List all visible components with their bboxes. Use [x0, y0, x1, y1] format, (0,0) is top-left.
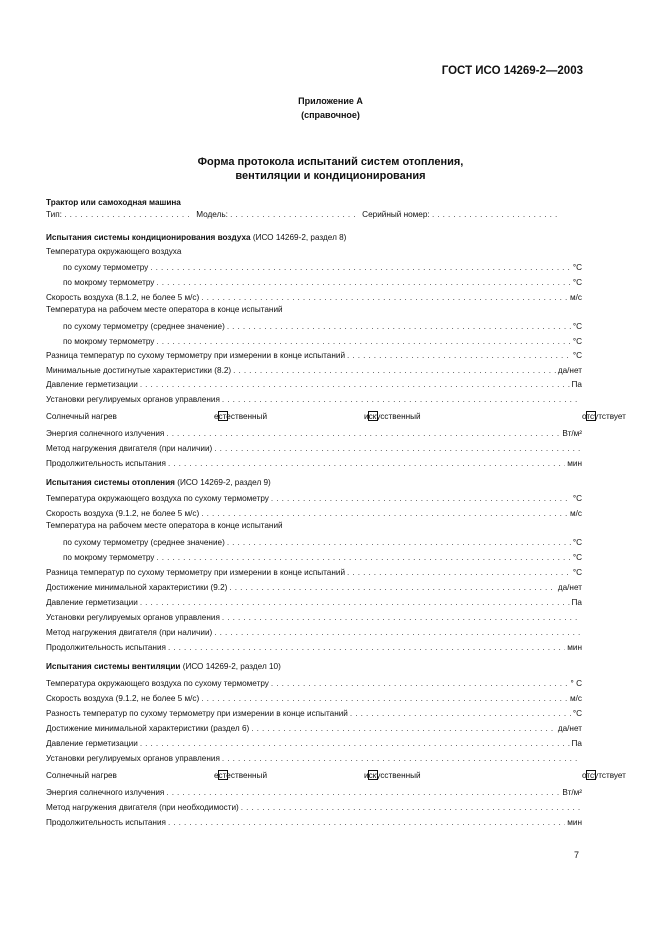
ac-absent-checkbox[interactable]: [586, 411, 596, 421]
ac-ambient-temp-label: Температура окружающего воздуха: [46, 247, 182, 256]
ac-min-reached-row[interactable]: Минимальные достигнутые характеристики (8.2) . . . да/нет: [46, 362, 582, 375]
heating-ambient-row[interactable]: Температура окружающего воздуха по сухому термометру . . . °C: [46, 490, 582, 503]
ac-operator-temp-label: Температура на рабочем месте оператора в конце испытаний: [46, 305, 283, 314]
type-label: Тип:: [46, 210, 62, 219]
heating-min-reached-row[interactable]: Достижение минимальной характеристики (9.2) . . . да/нет: [46, 579, 582, 592]
vent-solar-energy-row[interactable]: Энергия солнечного излучения . . . Вт/м²: [46, 784, 582, 797]
document-code: ГОСТ ИСО 14269-2—2003: [441, 65, 583, 77]
heating-controls-row[interactable]: Установки регулируемых органов управления . . .: [46, 609, 582, 622]
type-field[interactable]: . . . . . . . . . . . . . . . . . . . . . . . .: [64, 210, 190, 219]
vent-air-speed-row[interactable]: Скорость воздуха (9.1.2, не более 5 м/с) . . . м/с: [46, 690, 582, 703]
vent-pressurization-row[interactable]: Давление герметизации . . . Па: [46, 735, 582, 748]
vent-solar-row: Солнечный нагрев естественный искусственный отсутствует: [46, 771, 626, 780]
form-title: [0, 155, 661, 183]
ac-solar-row: Солнечный нагрев естественный искусственный отсутствует: [46, 412, 626, 421]
ac-temp-diff-row[interactable]: Разница температур по сухому термометру при измерении в конце испытаний . . . °C: [46, 347, 582, 360]
vent-section-heading: Испытания системы вентиляции (ИСО 14269-2, раздел 10): [46, 662, 281, 671]
vent-min-reached-row[interactable]: Достижение минимальной характеристики (раздел 6) . . . да/нет: [46, 720, 582, 733]
ac-operator-dry-row[interactable]: по сухому термометру (среднее значение) . . . °C: [63, 318, 582, 331]
ac-artificial-checkbox[interactable]: [368, 411, 378, 421]
page-number: 7: [573, 850, 579, 860]
ac-engine-load-row[interactable]: Метод нагружения двигателя (при наличии) . . .: [46, 440, 582, 453]
vent-controls-row[interactable]: Установки регулируемых органов управления . . .: [46, 750, 582, 763]
heating-section-heading: Испытания системы отопления (ИСО 14269-2, раздел 9): [46, 478, 271, 487]
heating-operator-dry-row[interactable]: по сухому термометру (среднее значение) . . . °C: [63, 534, 582, 547]
ac-solar-energy-row[interactable]: Энергия солнечного излучения . . . Вт/м²: [46, 425, 582, 438]
ac-pressurization-row[interactable]: Давление герметизации . . . Па: [46, 376, 582, 389]
heating-engine-load-row[interactable]: Метод нагружения двигателя (при наличии) . . .: [46, 624, 582, 637]
heating-operator-temp-label: Температура на рабочем месте оператора в конце испытаний: [46, 521, 283, 530]
model-field[interactable]: . . . . . . . . . . . . . . . . . . . . . . . .: [230, 210, 356, 219]
heating-duration-row[interactable]: Продолжительность испытания . . . мин: [46, 639, 582, 652]
vent-ambient-row[interactable]: Температура окружающего воздуха по сухому термометру . . . ° C: [46, 675, 582, 688]
serial-label: Серийный номер:: [362, 210, 430, 219]
appendix-title: Приложение А: [298, 96, 363, 106]
ac-air-speed-row[interactable]: Скорость воздуха (8.1.2, не более 5 м/с) . . . м/с: [46, 289, 582, 302]
heating-temp-diff-row[interactable]: Разница температур по сухому термометру при измерении в конце испытаний . . . °C: [46, 564, 582, 577]
form-title-line2: вентиляции и кондиционирования: [235, 170, 426, 182]
vent-absent-checkbox[interactable]: [586, 770, 596, 780]
ac-operator-wet-row[interactable]: по мокрому термометру . . . °C: [63, 333, 582, 346]
ac-duration-row[interactable]: Продолжительность испытания . . . мин: [46, 455, 582, 468]
model-label: Модель:: [196, 210, 228, 219]
vent-duration-row[interactable]: Продолжительность испытания . . . мин: [46, 814, 582, 827]
ac-ambient-dry-row[interactable]: по сухому термометру . . . °C: [63, 259, 582, 272]
ac-section-heading: Испытания системы кондиционирования воздуха (ИСО 14269-2, раздел 8): [46, 233, 347, 242]
serial-field[interactable]: . . . . . . . . . . . . . . . . . . . . . . . .: [431, 210, 558, 219]
heating-operator-wet-row[interactable]: по мокрому термометру . . . °C: [63, 549, 582, 562]
form-title-line1: Форма протокола испытаний систем отопления,: [197, 156, 464, 168]
vent-engine-load-row[interactable]: Метод нагружения двигателя (при необходимости) . . .: [46, 799, 582, 812]
vent-natural-checkbox[interactable]: [218, 770, 228, 780]
heating-pressurization-row[interactable]: Давление герметизации . . . Па: [46, 594, 582, 607]
ac-ambient-wet-row[interactable]: по мокрому термометру . . . °C: [63, 274, 582, 287]
tractor-heading: Трактор или самоходная машина: [46, 198, 181, 207]
heating-air-speed-row[interactable]: Скорость воздуха (9.1.2, не более 5 м/с) . . . м/с: [46, 505, 582, 518]
ac-natural-checkbox[interactable]: [218, 411, 228, 421]
vent-temp-diff-row[interactable]: Разность температур по сухому термометру при измерении в конце испытаний . . . °C: [46, 705, 582, 718]
appendix-subtitle: (справочное): [301, 110, 360, 120]
tractor-fields: [46, 210, 558, 219]
ac-controls-row[interactable]: Установки регулируемых органов управления . . .: [46, 391, 582, 404]
vent-artificial-checkbox[interactable]: [368, 770, 378, 780]
